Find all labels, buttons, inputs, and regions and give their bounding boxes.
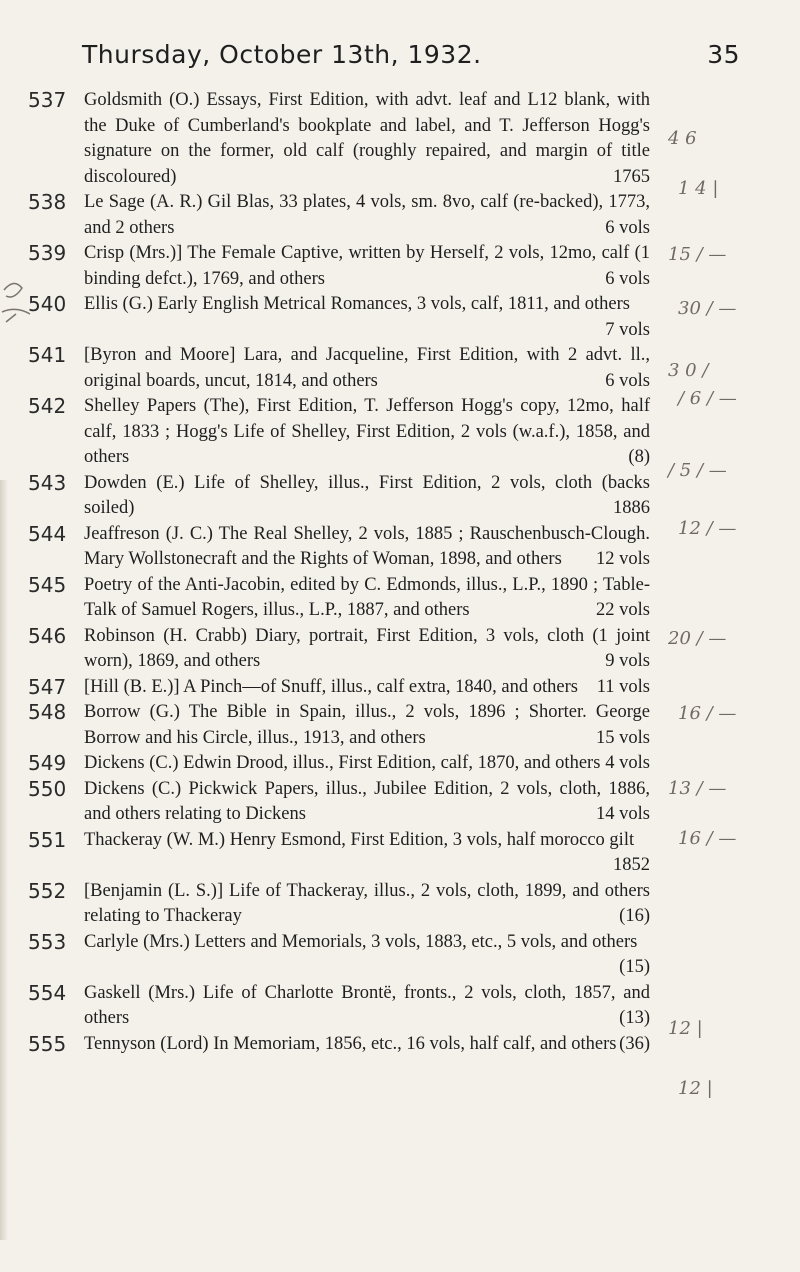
lot-description: [84, 700, 650, 751]
margin-note: 20 / —: [668, 628, 727, 649]
lot-text: Shelley Papers (The), First Edition, T. Jefferson Hogg's copy, 12mo, half calf, 1833 ; Hogg's Life of Shelley, First Edition, 2 vols (w.a.f.), 1858, and others: [84, 396, 650, 467]
lot-number: 549: [28, 751, 67, 775]
lot-entry: [28, 471, 650, 522]
lot-quantity: (8): [628, 447, 650, 467]
lot-quantity: (15): [619, 957, 650, 977]
lot-quantity: 1886: [613, 498, 650, 518]
lot-number: 540: [28, 292, 67, 316]
lot-entry: [28, 751, 650, 777]
lot-entry: [28, 828, 650, 879]
lot-text: Poetry of the Anti-Jacobin, edited by C. Edmonds, illus., L.P., 1890 ; Table-Talk of Samuel Rogers, illus., L.P., 1887, and others: [84, 574, 650, 620]
lot-text: Dickens (C.) Edwin Drood, illus., First Edition, calf, 1870, and others: [84, 753, 601, 773]
lot-text: Thackeray (W. M.) Henry Esmond, First Edition, 3 vols, half morocco gilt: [84, 829, 635, 850]
lot-quantity: (16): [619, 906, 650, 926]
lot-number: 545: [28, 572, 67, 597]
margin-note: 16 / —: [678, 703, 737, 724]
lot-quantity: 1852: [613, 855, 650, 875]
lot-entry: [28, 981, 650, 1032]
lot-quantity: 14 vols: [596, 804, 650, 824]
lot-description: [84, 471, 650, 522]
margin-note: 12 / —: [678, 518, 737, 539]
lot-number: 553: [28, 929, 67, 954]
lot-description: [84, 879, 650, 930]
lot-text: Le Sage (A. R.) Gil Blas, 33 plates, 4 vols, sm. 8vo, calf (re-backed), 1773, and 2 others: [84, 192, 650, 238]
lot-description: [84, 1032, 650, 1058]
lot-description: [84, 88, 650, 190]
lot-entry: [28, 930, 650, 981]
lot-number: 552: [28, 878, 67, 903]
lot-entry: [28, 522, 650, 573]
lot-quantity: (13): [619, 1008, 650, 1028]
lot-text: Gaskell (Mrs.) Life of Charlotte Brontë, fronts., 2 vols, cloth, 1857, and others: [84, 982, 650, 1028]
lot-description: [84, 751, 650, 777]
page-edge-stain: [0, 480, 8, 1240]
lot-entry: [28, 675, 650, 701]
lot-quantity: 7 vols: [605, 319, 650, 340]
lot-description: [84, 190, 650, 241]
lot-quantity: 9 vols: [605, 651, 650, 671]
lot-description: [84, 828, 650, 879]
margin-note: 12 |: [678, 1078, 713, 1099]
lot-quantity: 1765: [613, 166, 650, 187]
lot-description: [84, 624, 650, 675]
lot-number: 550: [28, 776, 67, 801]
lot-quantity: 22 vols: [596, 600, 650, 620]
lot-text: Goldsmith (O.) Essays, First Edition, with advt. leaf and L12 blank, with the Duke of Cumberland's bookplate and label, and T. Jefferson Hogg's signature on the former, old calf (roughly repaired, and margin of title discoloured): [84, 90, 650, 187]
lot-number: 541: [28, 343, 67, 367]
lot-number: 544: [28, 521, 67, 546]
margin-note: 15 / —: [668, 244, 727, 265]
lot-text: Ellis (G.) Early English Metrical Romances, 3 vols, calf, 1811, and others: [84, 294, 630, 314]
margin-note: 12 |: [668, 1018, 703, 1039]
lot-quantity: 6 vols: [605, 370, 650, 391]
lot-number: 539: [28, 241, 67, 265]
margin-note: 1 4 |: [678, 178, 719, 199]
lot-description: [84, 675, 650, 701]
lot-entry: [28, 343, 650, 394]
lot-number: 542: [28, 394, 67, 418]
page-number: 35: [707, 40, 740, 69]
margin-note: 13 / —: [668, 778, 727, 799]
margin-note: / 5 / —: [668, 460, 727, 481]
lot-text: Crisp (Mrs.)] The Female Captive, written by Herself, 2 vols, 12mo, calf (1 binding defct.), 1769, and others: [84, 243, 650, 289]
lot-description: [84, 777, 650, 828]
lot-entry: [28, 700, 650, 751]
lot-description: [84, 930, 650, 981]
lot-text: [Hill (B. E.)] A Pinch—of Snuff, illus., calf extra, 1840, and others: [84, 676, 578, 697]
lot-quantity: 4 vols: [605, 753, 650, 773]
lot-number: 546: [28, 623, 67, 648]
lot-text: Borrow (G.) The Bible in Spain, illus., 2 vols, 1896 ; Shorter. George Borrow and his Circle, illus., 1913, and others: [84, 702, 650, 748]
lot-quantity: 12 vols: [596, 549, 650, 569]
margin-note: 4 6: [668, 128, 697, 149]
lot-quantity: 15 vols: [596, 727, 650, 748]
lot-entry: [28, 394, 650, 471]
lot-description: [84, 241, 650, 292]
lot-text: Robinson (H. Crabb) Diary, portrait, First Edition, 3 vols, cloth (1 joint worn), 1869, and others: [84, 625, 650, 671]
lot-description: [84, 343, 650, 394]
lot-entry: [28, 777, 650, 828]
lot-text: Carlyle (Mrs.) Letters and Memorials, 3 vols, 1883, etc., 5 vols, and others: [84, 931, 638, 952]
page-title: Thursday, October 13th, 1932.: [82, 40, 482, 69]
margin-annotations: [660, 88, 800, 1099]
lot-number: 548: [28, 700, 67, 724]
lot-quantity: 6 vols: [605, 217, 650, 238]
lot-text: [Byron and Moore] Lara, and Jacqueline, First Edition, with 2 advt. ll., original boards, uncut, 1814, and others: [84, 345, 650, 391]
lot-quantity: 11 vols: [596, 676, 650, 697]
lot-number: 543: [28, 470, 67, 495]
lot-text: Dickens (C.) Pickwick Papers, illus., Jubilee Edition, 2 vols, cloth, 1886, and others relating to Dickens: [84, 778, 650, 824]
lot-text: Dowden (E.) Life of Shelley, illus., First Edition, 2 vols, cloth (backs soiled): [84, 472, 650, 518]
lot-entry: [28, 624, 650, 675]
lot-entry: [28, 241, 650, 292]
lot-number: 555: [28, 1031, 67, 1056]
lot-description: [84, 394, 650, 471]
lot-entry: [28, 573, 650, 624]
lot-entry: [28, 88, 650, 190]
lot-number: 538: [28, 190, 67, 214]
lot-entry: [28, 292, 650, 343]
lot-quantity: (36): [619, 1033, 650, 1054]
lot-number: 547: [28, 674, 67, 699]
lot-number: 537: [28, 88, 67, 112]
margin-note: 3 0 /: [668, 360, 709, 381]
lot-entry: [28, 190, 650, 241]
page-header: [82, 40, 740, 69]
margin-note: / 6 / —: [678, 388, 737, 409]
lot-text: Tennyson (Lord) In Memoriam, 1856, etc., 16 vols, half calf, and others: [84, 1033, 617, 1054]
margin-note: 30 / —: [678, 298, 737, 319]
lot-description: [84, 522, 650, 573]
lot-description: [84, 292, 650, 343]
lot-quantity: 6 vols: [605, 268, 650, 289]
lot-number: 554: [28, 980, 67, 1005]
lot-description: [84, 573, 650, 624]
lot-text: Jeaffreson (J. C.) The Real Shelley, 2 vols, 1885 ; Rauschenbusch-Clough. Mary Wollstonecraft and the Rights of Woman, 1898, and others: [84, 523, 650, 569]
lot-description: [84, 981, 650, 1032]
margin-note: 16 / —: [678, 828, 737, 849]
lot-text: [Benjamin (L. S.)] Life of Thackeray, illus., 2 vols, cloth, 1899, and others relating to Thackeray: [84, 880, 650, 926]
lot-entry: [28, 879, 650, 930]
lot-list: [28, 88, 650, 1057]
lot-number: 551: [28, 827, 67, 852]
lot-entry: [28, 1032, 650, 1058]
